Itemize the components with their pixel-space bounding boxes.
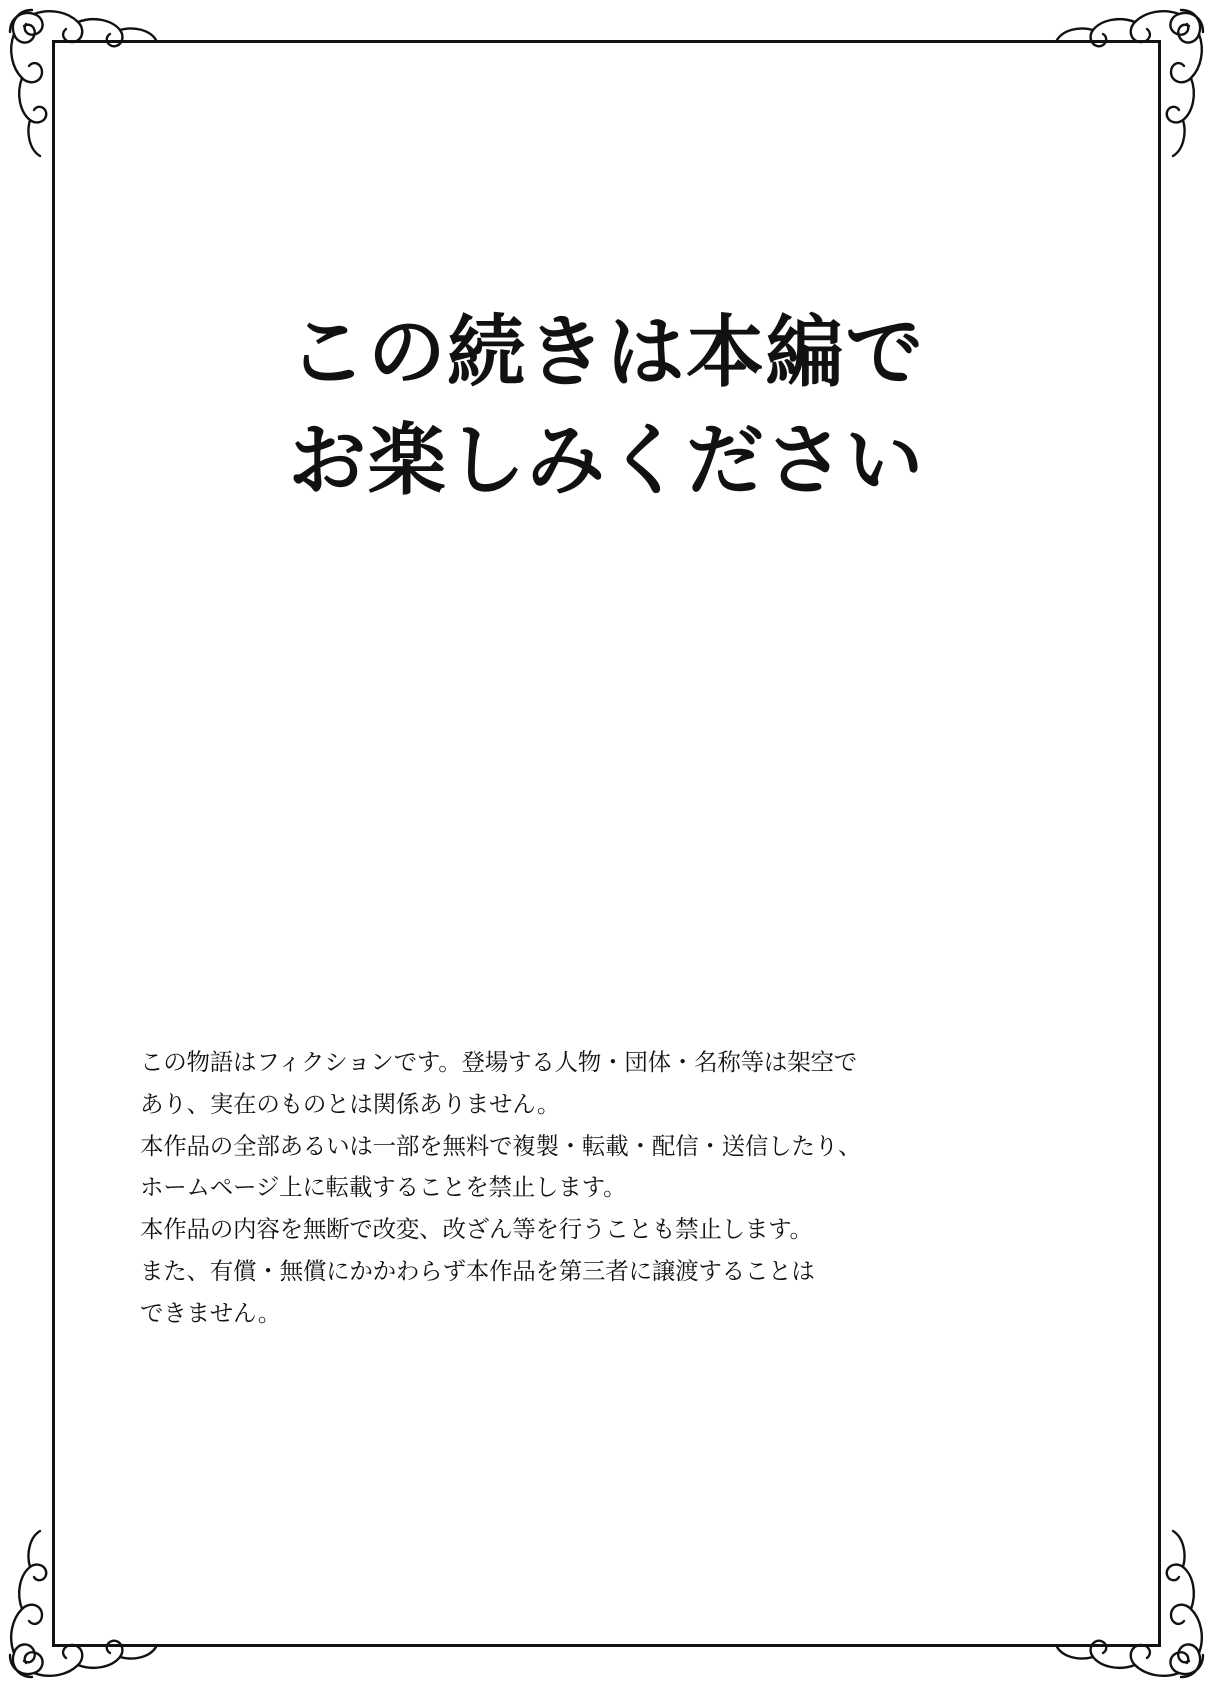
- legal-notice-line: できません。: [140, 1298, 281, 1327]
- legal-notice-line: また、有償・無償にかかわらず本作品を第三者に譲渡することは: [140, 1257, 815, 1286]
- page-title: [0, 300, 1213, 515]
- legal-notice-line: ホームページ上に転載することを禁止します。: [140, 1173, 627, 1202]
- legal-notice-line: この物語はフィクションです。登場する人物・団体・名称等は架空で: [140, 1048, 857, 1076]
- legal-notice-line: 本作品の全部あるいは一部を無料で複製・転載・配信・送信したり、: [140, 1131, 862, 1160]
- page-title-line-1: この続きは本編で: [288, 308, 925, 398]
- legal-notice-line: あり、実在のものとは関係ありません。: [140, 1089, 561, 1118]
- page-title-line-2: お楽しみください: [288, 415, 925, 506]
- legal-notice: [140, 1042, 1093, 1335]
- legal-notice-line: 本作品の内容を無断で改変、改ざん等を行うことも禁止します。: [140, 1215, 813, 1244]
- page-border: [52, 40, 1161, 1647]
